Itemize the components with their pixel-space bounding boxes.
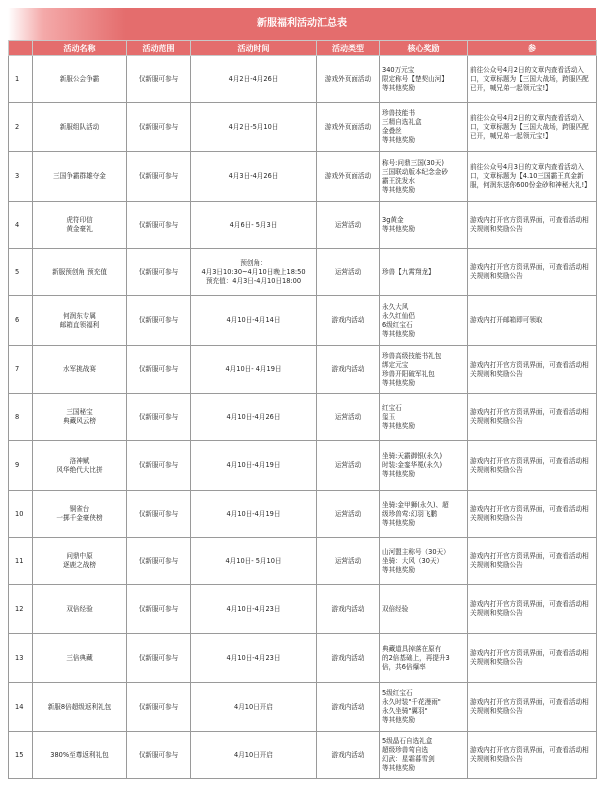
participation-note-cell: 游戏内打开官方资讯界面，可查看活动相关规则和奖励公告 (468, 491, 597, 538)
table-row (9, 346, 597, 394)
activity-name-line: 三倍典藏 (66, 653, 93, 662)
reward-line: 幻武：星霜暮雪剑 (382, 755, 435, 763)
header-activity-scope: 活动范围 (127, 41, 191, 56)
activity-time-cell (191, 394, 317, 441)
activity-type-cell: 运营活动 (317, 249, 380, 296)
activity-time-cell (191, 103, 317, 152)
reward-line: 级珍兽莺:幻羽飞鹏 (382, 509, 437, 518)
core-reward-cell (380, 202, 468, 249)
activity-scope-cell: 仅新服可参与 (127, 634, 191, 683)
activity-name-line: 双倍经验 (66, 604, 93, 613)
activity-time-cell (191, 683, 317, 732)
activity-name-line: 问鼎中原 (66, 552, 93, 560)
activity-name-cell (33, 683, 127, 732)
reward-line: 等其他奖励 (382, 185, 415, 194)
row-index-cell: 8 (9, 394, 33, 441)
reward-line: 永久红仙侣 (382, 311, 415, 320)
activity-time-cell (191, 732, 317, 779)
activity-name-line: 洛神赋 (69, 456, 90, 465)
core-reward-cell (380, 346, 468, 394)
reward-line: 倍，共6倍爆率 (382, 662, 426, 671)
reward-line: 坐骑:天霸御银(永久) (382, 452, 443, 460)
core-reward-cell (380, 56, 468, 103)
activity-name-cell (33, 441, 127, 491)
activity-name-line: 380%至尊返利礼包 (50, 750, 109, 759)
reward-line: 等其他奖励 (382, 136, 415, 144)
header-index (9, 41, 33, 56)
header-participation: 参 (468, 41, 597, 56)
core-reward-cell (380, 634, 468, 683)
reward-line: 3g黄金 (382, 216, 404, 224)
reward-line: 三国联动版本纪念金砂 (382, 167, 448, 176)
row-index-cell: 10 (9, 491, 33, 538)
header-row (9, 41, 597, 56)
activity-time-line: 4月10日-4月19日 (226, 509, 281, 518)
core-reward-cell (380, 152, 468, 202)
table-row (9, 634, 597, 683)
participation-note-cell: 游戏内打开官方资讯界面，可查看活动相关规则和奖励公告 (468, 249, 597, 296)
reward-line: 等其他奖励 (382, 83, 415, 92)
participation-note-cell: 游戏内打开官方资讯界面，可查看活动相关规则和奖励公告 (468, 394, 597, 441)
activity-time-cell (191, 202, 317, 249)
participation-note-cell: 游戏内打开官方资讯界面，可查看活动相关规则和奖励公告 (468, 634, 597, 683)
activity-name-cell (33, 296, 127, 346)
activity-scope-cell: 仅新服可参与 (127, 103, 191, 152)
activity-type-cell: 运营活动 (317, 441, 380, 491)
reward-line: 珍兽开阳破军礼包 (382, 369, 435, 378)
activity-name-line: 虎符印信 (66, 216, 93, 224)
reward-line: 等其他奖励 (382, 225, 415, 233)
activity-name-cell (33, 152, 127, 202)
activity-name-line: 黄金豪礼 (66, 225, 93, 233)
participation-note-cell: 游戏内打开官方资讯界面，可查看活动相关规则和奖励公告 (468, 441, 597, 491)
core-reward-cell (380, 732, 468, 779)
table-row (9, 103, 597, 152)
activity-time-cell (191, 152, 317, 202)
activity-name-line: 新服预创角 预充值 (52, 267, 107, 276)
reward-line: 等其他奖励 (382, 716, 415, 724)
reward-line: 珍兽高级技能书礼包 (382, 351, 442, 360)
activity-time-cell (191, 441, 317, 491)
table-body (9, 56, 597, 779)
reward-line: 坐骑:金甲狮(永久)、超 (382, 500, 449, 509)
table-row (9, 585, 597, 634)
activity-time-line: 4月10日-4月19日 (226, 461, 281, 469)
activity-scope-cell: 仅新服可参与 (127, 394, 191, 441)
activity-time-line: 4月10日-4月23日 (226, 653, 281, 662)
reward-line: 超级珍兽莺自选 (382, 746, 429, 754)
row-index-cell: 4 (9, 202, 33, 249)
core-reward-cell (380, 683, 468, 732)
activity-time-cell (191, 346, 317, 394)
reward-line: 等其他奖励 (382, 518, 415, 527)
summary-sheet (8, 8, 596, 779)
activity-scope-cell: 仅新服可参与 (127, 346, 191, 394)
activity-scope-cell: 仅新服可参与 (127, 202, 191, 249)
core-reward-cell (380, 394, 468, 441)
table-row (9, 441, 597, 491)
reward-line: 6级红宝石 (382, 320, 413, 329)
reward-line: 时装:金銮华冕(永久) (382, 461, 443, 469)
activity-scope-cell: 仅新服可参与 (127, 683, 191, 732)
reward-line: 限定称号【楚契山河】 (382, 74, 448, 83)
reward-line: 玺玉 (382, 412, 396, 421)
participation-note-cell: 前往公众号4月2日的文章内查看活动入口，文章标题为【三国大战场，跨服匹配已开，喊兄弟一起领元宝!】 (468, 103, 597, 152)
core-reward-cell (380, 249, 468, 296)
activity-table (8, 40, 597, 779)
activity-type-cell: 运营活动 (317, 202, 380, 249)
activity-scope-cell: 仅新服可参与 (127, 56, 191, 103)
activity-name-line: 铜雀台 (69, 505, 90, 513)
activity-scope-cell: 仅新服可参与 (127, 538, 191, 585)
table-title: 新服福利活动汇总表 (8, 8, 596, 40)
reward-line: 坐骑：大风（30天） (382, 556, 444, 565)
core-reward-cell (380, 491, 468, 538)
row-index-cell: 1 (9, 56, 33, 103)
reward-line: 340万元宝 (382, 65, 415, 74)
activity-time-line: 4月10日开启 (234, 702, 273, 711)
activity-time-cell (191, 249, 317, 296)
reward-line: 等其他奖励 (382, 764, 415, 772)
activity-time-line: 4月3日10:30~4月10日晚上18:50 (201, 267, 306, 276)
activity-time-cell (191, 538, 317, 585)
reward-line: 5级晶石自选礼盒 (382, 737, 433, 745)
activity-name-line: 邮箱直领福利 (59, 320, 100, 329)
row-index-cell: 6 (9, 296, 33, 346)
activity-type-cell: 游戏外页面活动 (317, 56, 380, 103)
activity-name-cell (33, 585, 127, 634)
activity-time-line: 4月2日-5月10日 (228, 122, 279, 131)
row-index-cell: 9 (9, 441, 33, 491)
table-row (9, 538, 597, 585)
activity-type-cell: 游戏外页面活动 (317, 152, 380, 202)
activity-scope-cell: 仅新服可参与 (127, 441, 191, 491)
reward-line: 红宝石 (382, 403, 402, 412)
activity-scope-cell: 仅新服可参与 (127, 585, 191, 634)
activity-time-cell (191, 634, 317, 683)
table-row (9, 732, 597, 779)
core-reward-cell (380, 538, 468, 585)
activity-name-cell (33, 103, 127, 152)
activity-time-line: 预创角： (240, 258, 267, 267)
reward-line: 金叠丝 (382, 127, 402, 135)
header-activity-time: 活动时间 (191, 41, 317, 56)
activity-name-cell (33, 394, 127, 441)
participation-note-cell: 游戏内打开官方资讯界面，可查看活动相关规则和奖励公告 (468, 683, 597, 732)
reward-line: 双倍经验 (382, 604, 409, 613)
table-row (9, 491, 597, 538)
row-index-cell: 15 (9, 732, 33, 779)
participation-note-cell: 前往公众号4月3日的文章内查看活动入口，文章标题为【4.10三国霸王真金新服，何润东送你600份金砂和神秘大礼!】 (468, 152, 597, 202)
activity-type-cell: 运营活动 (317, 491, 380, 538)
row-index-cell: 11 (9, 538, 33, 585)
header-activity-type: 活动类型 (317, 41, 380, 56)
reward-line: 永久时装"千花漫雨" (382, 698, 441, 706)
activity-time-line: 4月10日开启 (234, 750, 273, 759)
activity-time-line: 4月10日-4月14日 (226, 316, 281, 324)
activity-name-line: 典藏风云榜 (63, 417, 96, 425)
core-reward-cell (380, 585, 468, 634)
activity-time-cell (191, 296, 317, 346)
reward-line: 等其他奖励 (382, 565, 415, 574)
activity-name-line: 新服组队活动 (59, 122, 100, 131)
header-core-reward: 核心奖励 (380, 41, 468, 56)
activity-time-line: 4月10日- 5月10日 (225, 556, 282, 565)
participation-note-cell: 游戏内打开官方资讯界面，可查看活动相关规则和奖励公告 (468, 732, 597, 779)
row-index-cell: 7 (9, 346, 33, 394)
activity-type-cell: 游戏内活动 (317, 732, 380, 779)
activity-type-cell: 游戏内活动 (317, 296, 380, 346)
activity-name-cell (33, 202, 127, 249)
activity-type-cell: 游戏外页面活动 (317, 103, 380, 152)
activity-name-cell (33, 249, 127, 296)
core-reward-cell (380, 296, 468, 346)
activity-time-line: 4月6日- 5月3日 (229, 220, 278, 229)
reward-line: 典藏道具掉落在原有 (382, 644, 442, 653)
activity-time-cell (191, 491, 317, 538)
activity-name-line: 水军挑战赛 (63, 365, 96, 373)
activity-time-cell (191, 56, 317, 103)
activity-time-line: 4月2日-4月26日 (228, 74, 279, 83)
activity-name-line: 一掷千金豪侠榜 (56, 514, 103, 522)
activity-type-cell: 运营活动 (317, 538, 380, 585)
activity-name-line: 新服公会争霸 (59, 74, 100, 83)
activity-time-line: 4月10日-4月26日 (226, 412, 281, 421)
row-index-cell: 12 (9, 585, 33, 634)
activity-time-line: 预充值：4月3日-4月10日18:00 (205, 276, 302, 285)
reward-line: 珍兽【九霄翔龙】 (382, 267, 435, 276)
reward-line: 等其他奖励 (382, 421, 415, 430)
participation-note-cell: 游戏内打开官方资讯界面，可查看活动相关规则和奖励公告 (468, 538, 597, 585)
activity-time-line: 4月3日-4月26日 (228, 172, 279, 180)
reward-line: 永久坐骑"翼羽" (382, 707, 428, 715)
reward-line: 山河盟主称号（30天） (382, 547, 450, 556)
activity-scope-cell: 仅新服可参与 (127, 249, 191, 296)
activity-time-line: 4月10日- 4月19日 (225, 365, 282, 373)
table-row (9, 202, 597, 249)
activity-name-cell (33, 56, 127, 103)
participation-note-cell: 游戏内打开官方资讯界面，可查看活动相关规则和奖励公告 (468, 346, 597, 394)
reward-line: 等其他奖励 (382, 470, 415, 478)
reward-line: 称号:问鼎三国(30天) (382, 158, 444, 167)
participation-note-cell: 游戏内打开官方资讯界面，可查看活动相关规则和奖励公告 (468, 202, 597, 249)
activity-scope-cell: 仅新服可参与 (127, 296, 191, 346)
reward-line: 霸王洗发水 (382, 176, 415, 185)
reward-line: 等其他奖励 (382, 329, 415, 338)
reward-line: 等其他奖励 (382, 378, 415, 387)
participation-note-cell: 前往公众号4月2日的文章内查看活动入口，文章标题为【三国大战场，跨服匹配已开，喊兄弟一起领元宝!】 (468, 56, 597, 103)
participation-note-cell: 游戏内打开官方资讯界面，可查看活动相关规则和奖励公告 (468, 585, 597, 634)
participation-note-cell: 游戏内打开邮箱即可领取 (468, 296, 597, 346)
row-index-cell: 3 (9, 152, 33, 202)
reward-line: 绑定元宝 (382, 360, 409, 369)
table-row (9, 683, 597, 732)
activity-scope-cell: 仅新服可参与 (127, 152, 191, 202)
row-index-cell: 14 (9, 683, 33, 732)
activity-name-cell (33, 732, 127, 779)
activity-scope-cell: 仅新服可参与 (127, 732, 191, 779)
activity-name-line: 三国争霸群雄夺金 (53, 172, 106, 180)
table-row (9, 56, 597, 103)
activity-name-line: 何润东专属 (63, 311, 96, 320)
activity-type-cell: 游戏内活动 (317, 634, 380, 683)
activity-time-cell (191, 585, 317, 634)
core-reward-cell (380, 441, 468, 491)
activity-type-cell: 游戏内活动 (317, 683, 380, 732)
activity-name-cell (33, 491, 127, 538)
activity-name-line: 三国秘宝 (66, 408, 93, 416)
activity-name-cell (33, 346, 127, 394)
reward-line: 三精自选礼盒 (382, 118, 422, 126)
activity-name-line: 新服8倍超级返利礼包 (47, 702, 112, 711)
activity-scope-cell: 仅新服可参与 (127, 491, 191, 538)
table-row (9, 394, 597, 441)
reward-line: 珍兽技能书 (382, 109, 415, 117)
activity-name-line: 风华绝代大比拼 (56, 465, 103, 474)
row-index-cell: 2 (9, 103, 33, 152)
table-row (9, 249, 597, 296)
activity-type-cell: 运营活动 (317, 394, 380, 441)
table-row (9, 152, 597, 202)
activity-type-cell: 游戏内活动 (317, 585, 380, 634)
reward-line: 永久大风 (382, 302, 409, 311)
activity-name-cell (33, 538, 127, 585)
header-activity-name: 活动名称 (33, 41, 127, 56)
reward-line: 的2倍基础上，再提升3 (382, 653, 450, 662)
reward-line: 5级红宝石 (382, 689, 413, 697)
table-row (9, 296, 597, 346)
activity-name-line: 逐鹿之战榜 (63, 561, 96, 569)
activity-time-line: 4月10日-4月23日 (226, 604, 281, 613)
row-index-cell: 5 (9, 249, 33, 296)
activity-type-cell: 游戏内活动 (317, 346, 380, 394)
core-reward-cell (380, 103, 468, 152)
row-index-cell: 13 (9, 634, 33, 683)
activity-name-cell (33, 634, 127, 683)
